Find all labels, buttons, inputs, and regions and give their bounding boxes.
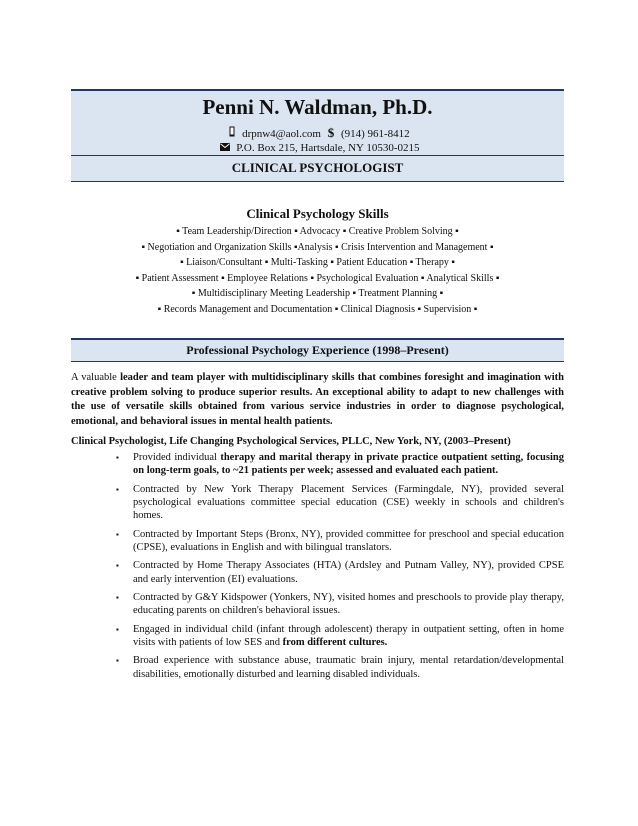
dollar-icon: $	[327, 125, 335, 140]
square-bullet-icon: ▪	[116, 561, 119, 571]
experience-heading: Professional Psychology Experience (1998–Present)	[186, 343, 449, 357]
bullet-text: Contracted by Important Steps (Bronx, NY), provided committee for preschool and special education (CPSE), evaluations in English and with bilingual translators.	[133, 528, 564, 553]
square-bullet-icon: ▪	[116, 453, 119, 462]
skill-line: ▪ Team Leadership/Direction ▪ Advocacy ▪ Creative Problem Solving ▪	[176, 226, 459, 237]
summary-intro: A valuable	[71, 372, 121, 383]
envelope-icon	[220, 142, 230, 154]
list-item	[116, 559, 564, 585]
phone-number: (914) 961-8412	[340, 128, 410, 140]
mobile-icon	[229, 126, 235, 140]
square-bullet-icon: ▪	[116, 593, 119, 603]
job-bullet-list	[116, 451, 564, 686]
bullet-text: Engaged in individual child (infant through adolescent) therapy in outpatient setting, often in home visits with patients of low SES and	[133, 623, 564, 648]
bullet-bold-text: from different cultures.	[282, 636, 388, 648]
mailing-address: P.O. Box 215, Hartsdale, NY 10530-0215	[236, 142, 420, 154]
square-bullet-icon: ▪	[116, 656, 119, 666]
header-divider	[71, 155, 564, 156]
bullet-text: Provided individual	[133, 452, 221, 463]
bullet-text: Contracted by New York Therapy Placement Services (Farmingdale, NY), provided several psychological evaluations committee special education (CSE) weekly in schools and children's homes.	[133, 483, 564, 522]
list-item	[116, 623, 564, 649]
list-item	[116, 654, 564, 680]
summary-highlight: leader and team player with multidisciplinary skills that combines foresight and imagination with creative problem solving to produce superior results. An exceptional ability to adapt to new challenges with the use of versatile skills obtained from various service industries in order to diagnose psychological, emotional, and behavioral issues in mental health patients.	[71, 372, 564, 427]
experience-section-bar	[71, 338, 564, 362]
resume-header	[71, 89, 564, 182]
list-item	[116, 528, 564, 554]
contact-line-email-phone	[71, 125, 564, 141]
skill-line: ▪ Multidisciplinary Meeting Leadership ▪ Treatment Planning ▪	[191, 288, 444, 299]
job-heading: Clinical Psychologist, Life Changing Psychological Services, PLLC, New York, NY, (2003–Present)	[71, 436, 511, 447]
bullet-text: Contracted by Home Therapy Associates (HTA) (Ardsley and Putnam Valley, NY), provided CPSE and early intervention (EI) evaluations.	[133, 560, 564, 585]
square-bullet-icon: ▪	[116, 624, 119, 634]
bullet-text: Contracted by G&Y Kidspower (Yonkers, NY), visited homes and preschools to provide play therapy, educating parents on children's behavioral issues.	[133, 592, 564, 617]
list-item	[116, 483, 564, 523]
square-bullet-icon: ▪	[116, 529, 119, 539]
skill-line: ▪ Records Management and Documentation ▪ Clinical Diagnosis ▪ Supervision ▪	[157, 303, 478, 315]
job-title-banner: CLINICAL PSYCHOLOGIST	[231, 160, 404, 175]
skill-line: ▪ Negotiation and Organization Skills ▪Analysis ▪ Crisis Intervention and Management ▪	[141, 241, 494, 253]
list-item	[116, 591, 564, 617]
bullet-text: Broad experience with substance abuse, traumatic brain injury, mental retardation/developmental disabilities, emotionally disturbed and learning disabled individuals.	[133, 655, 564, 680]
skill-line: ▪ Liaison/Consultant ▪ Multi-Tasking ▪ Patient Education ▪ Therapy ▪	[180, 257, 455, 268]
candidate-name: Penni N. Waldman, Ph.D.	[202, 95, 433, 119]
bullet-bold-text: therapy and marital therapy in private practice outpatient setting, focusing on long-term goals, to ~21 patients per week; assessed and evaluated each patient.	[133, 452, 564, 477]
square-bullet-icon: ▪	[116, 484, 119, 494]
list-item	[116, 451, 564, 477]
email-address[interactable]: drpnw4@aol.com	[242, 128, 321, 140]
experience-summary	[71, 371, 564, 429]
header-bottom-rule	[71, 181, 564, 182]
skills-list	[71, 224, 564, 317]
skill-line: ▪ Patient Assessment ▪ Employee Relations ▪ Psychological Evaluation ▪ Analytical Skills ▪	[135, 272, 500, 284]
skills-heading: Clinical Psychology Skills	[246, 206, 389, 221]
contact-line-address	[71, 142, 564, 154]
